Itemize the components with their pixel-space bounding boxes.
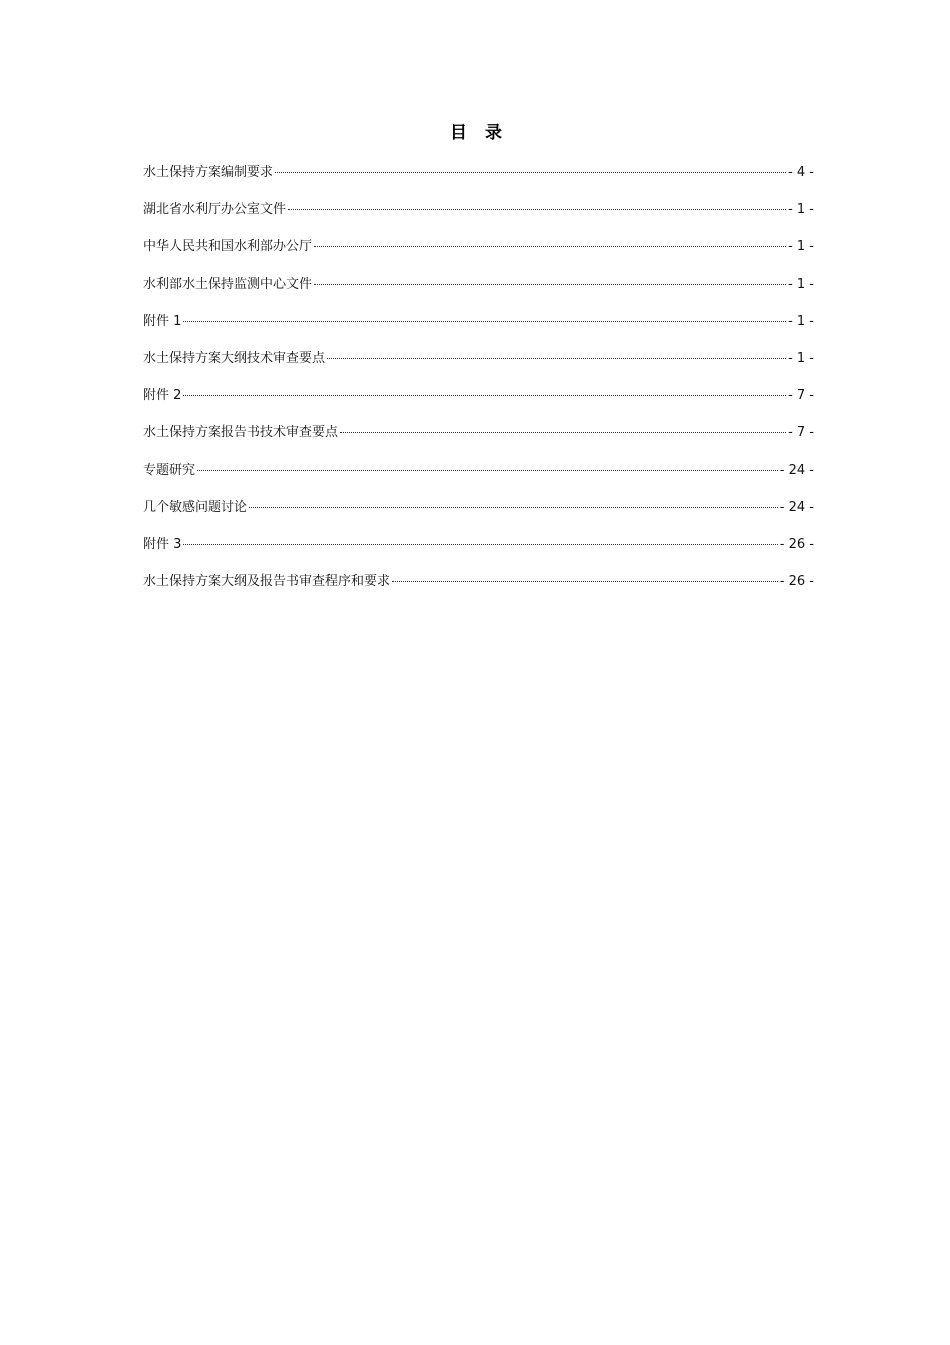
toc-entry-page: - 1 - xyxy=(788,350,814,366)
toc-entry[interactable] xyxy=(143,497,814,534)
toc-entry-page: - 24 - xyxy=(779,499,814,515)
toc-entry-page: - 1 - xyxy=(788,313,814,329)
toc-entry-page: - 26 - xyxy=(779,574,814,590)
toc-entry-page: - 1 - xyxy=(788,276,814,292)
toc-entry[interactable] xyxy=(143,311,814,348)
toc-dot-leader xyxy=(197,469,778,471)
toc-entry-page: - 4 - xyxy=(788,165,814,180)
toc-dot-leader xyxy=(183,320,786,322)
toc-entry-label: 水土保持方案编制要求 xyxy=(143,165,274,180)
toc-dot-leader xyxy=(392,580,778,582)
toc-entry-label: 湖北省水利厅办公室文件 xyxy=(143,202,287,218)
toc-entry[interactable] xyxy=(143,460,814,497)
toc-entry-page: - 24 - xyxy=(779,462,814,478)
toc-entry[interactable] xyxy=(143,199,814,236)
toc-dot-leader xyxy=(183,543,777,545)
toc-entry-label: 附件 2 xyxy=(143,388,182,404)
toc-dot-leader xyxy=(288,208,786,210)
toc-entry-label: 附件 3 xyxy=(143,536,182,552)
toc-entry-label: 水利部水土保持监测中心文件 xyxy=(143,276,313,292)
toc-entry[interactable] xyxy=(143,571,814,608)
toc-entry-label: 水土保持方案报告书技术审查要点 xyxy=(143,425,339,441)
toc-dot-leader xyxy=(340,431,786,433)
toc-dot-leader xyxy=(327,357,786,359)
toc-entry[interactable] xyxy=(143,162,814,199)
toc-dot-leader xyxy=(314,283,786,285)
toc-entry-label: 专题研究 xyxy=(143,462,196,478)
toc-dot-leader xyxy=(275,171,786,173)
toc-entry[interactable] xyxy=(143,534,814,571)
toc-dot-leader xyxy=(249,506,778,508)
toc-entry-label: 附件 1 xyxy=(143,313,182,329)
toc-entry[interactable] xyxy=(143,348,814,385)
toc-list xyxy=(143,162,814,608)
toc-dot-leader xyxy=(314,245,786,247)
toc-entry-page: - 26 - xyxy=(779,536,814,552)
toc-title: 目 录 xyxy=(450,123,508,143)
toc-entry-label: 中华人民共和国水利部办公厅 xyxy=(143,239,313,255)
toc-entry-label: 几个敏感问题讨论 xyxy=(143,499,248,515)
toc-entry[interactable] xyxy=(143,274,814,311)
toc-entry-page: - 7 - xyxy=(788,388,814,404)
toc-entry-label: 水土保持方案大纲及报告书审查程序和要求 xyxy=(143,574,391,590)
toc-entry-label: 水土保持方案大纲技术审查要点 xyxy=(143,350,326,366)
toc-entry-page: - 1 - xyxy=(788,202,814,218)
toc-entry[interactable] xyxy=(143,236,814,273)
toc-entry-page: - 1 - xyxy=(788,239,814,255)
toc-entry[interactable] xyxy=(143,422,814,459)
toc-dot-leader xyxy=(183,394,786,396)
toc-entry[interactable] xyxy=(143,385,814,422)
toc-entry-page: - 7 - xyxy=(788,425,814,441)
